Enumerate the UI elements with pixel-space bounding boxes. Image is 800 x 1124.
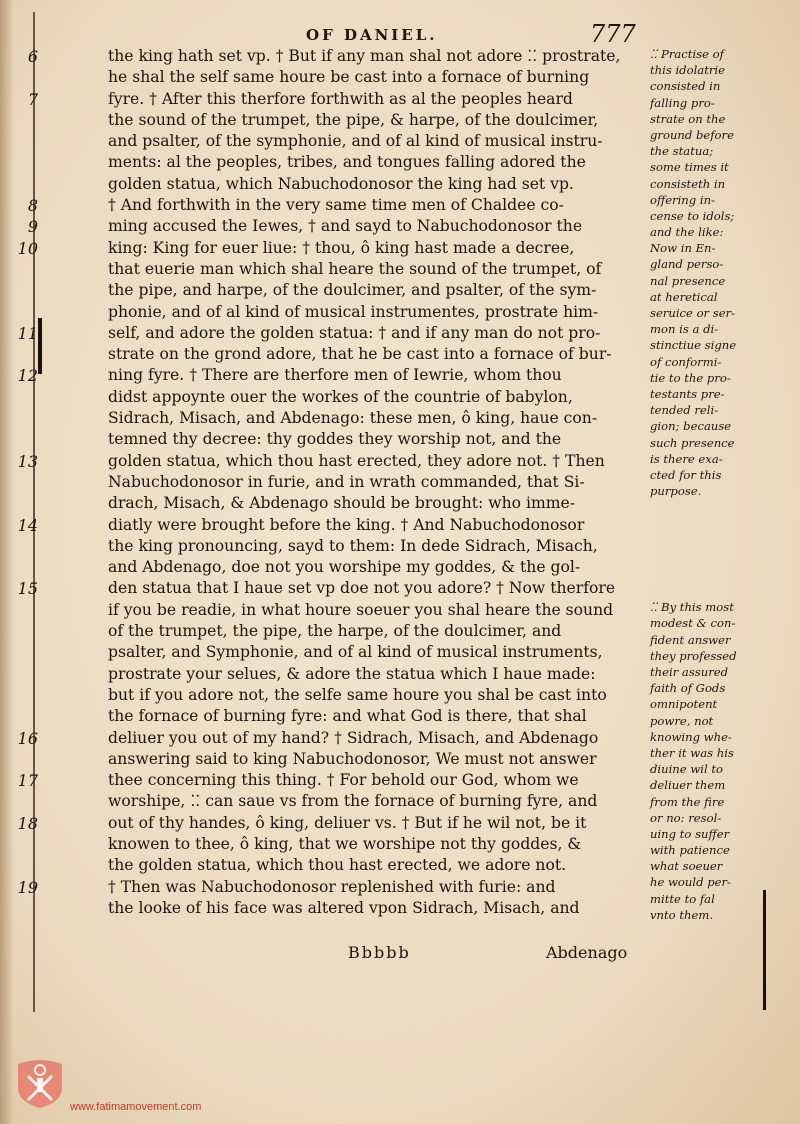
left-ink-mark bbox=[38, 318, 42, 374]
margin-note-line: this idolatrie bbox=[650, 63, 725, 78]
text-line bbox=[108, 600, 646, 621]
text-line bbox=[108, 642, 646, 663]
margin-note-line: cted for this bbox=[650, 467, 722, 482]
text-line bbox=[108, 344, 646, 365]
margin-note-line: nal presence bbox=[650, 273, 726, 288]
verse-number: 17 bbox=[17, 771, 38, 791]
margin-note-line: is there exa- bbox=[650, 451, 723, 466]
verse-text: of the trumpet, the pipe, the harpe, of the doulcimer, and bbox=[108, 622, 562, 641]
margin-note-line: omnipotent bbox=[650, 697, 718, 712]
text-line bbox=[108, 259, 646, 280]
verse-text: he shal the self same houre be cast into a fornace of burning bbox=[108, 68, 590, 87]
folio-number: 777 bbox=[590, 20, 636, 48]
verse-text: phonie, and of al kind of musical instrumentes, prostrate him- bbox=[108, 302, 599, 321]
verse-text: † Then was Nabuchodonosor replenished with furie: and bbox=[108, 877, 556, 896]
margin-note-line: strate on the bbox=[650, 111, 726, 126]
text-line bbox=[27, 195, 646, 216]
text-line bbox=[17, 770, 646, 791]
text-line bbox=[108, 664, 646, 685]
margin-note-line: offering in- bbox=[650, 192, 715, 207]
text-line bbox=[27, 216, 646, 237]
text-line bbox=[108, 898, 646, 919]
margin-note-line: such presence bbox=[650, 435, 735, 450]
text-line bbox=[108, 429, 646, 450]
text-line bbox=[108, 67, 646, 88]
margin-note-line: they professed bbox=[650, 648, 737, 663]
margin-note-line: stinctiue signe bbox=[650, 338, 737, 353]
verse-text: the pipe, and harpe, of the doulcimer, and psalter, of the sym- bbox=[108, 281, 597, 300]
verse-text: if you be readie, in what houre soeuer you shal heare the sound bbox=[108, 600, 614, 619]
verse-text: deliuer you out of my hand? † Sidrach, Misach, and Abdenago bbox=[108, 728, 599, 747]
margin-note-line: of conformi- bbox=[650, 354, 722, 369]
text-line bbox=[108, 408, 646, 429]
margin-note-line: and the like: bbox=[650, 225, 724, 240]
margin-note-line: at heretical bbox=[650, 289, 718, 304]
text-line bbox=[108, 621, 646, 642]
verse-number: 12 bbox=[17, 366, 38, 386]
verse-number: 10 bbox=[17, 238, 38, 258]
verse-text: and Abdenago, doe not you worshipe my goddes, & the gol- bbox=[108, 558, 581, 577]
verse-text: temned thy decree: thy goddes they worship not, and the bbox=[108, 430, 562, 449]
verse-text: psalter, and Symphonie, and of al kind of musical instruments, bbox=[108, 643, 603, 662]
text-line bbox=[17, 578, 646, 599]
verse-text: strate on the grond adore, that he be cast into a fornace of bur- bbox=[108, 345, 612, 364]
verse-text: ments: al the peoples, tribes, and tongues falling adored the bbox=[108, 153, 586, 172]
text-line bbox=[108, 387, 646, 408]
margin-note-line: ground before bbox=[650, 127, 734, 142]
margin-note-line: vnto them. bbox=[650, 907, 714, 922]
text-line bbox=[108, 834, 646, 855]
papal-keys-icon bbox=[12, 1054, 68, 1110]
text-line bbox=[17, 515, 646, 536]
verse-number: 15 bbox=[17, 579, 38, 599]
verse-text: king: King for euer liue: † thou, ô king hast made a decree, bbox=[108, 238, 575, 257]
text-line bbox=[17, 877, 646, 898]
text-line bbox=[108, 493, 646, 514]
catchword: Abdenago bbox=[546, 943, 628, 962]
verse-text: golden statua, which thou hast erected, they adore not. † Then bbox=[108, 451, 605, 470]
margin-note-line: powre, not bbox=[650, 713, 714, 728]
verse-text: worshipe, ⁚⁚ can saue vs from the fornace of burning fyre, and bbox=[108, 792, 598, 811]
text-line bbox=[108, 110, 646, 131]
text-line bbox=[108, 131, 646, 152]
text-line bbox=[17, 238, 646, 259]
margin-note-line: falling pro- bbox=[650, 95, 715, 110]
text-line bbox=[108, 706, 646, 727]
text-line bbox=[108, 855, 646, 876]
verse-text: the king pronouncing, sayd to them: In dede Sidrach, Misach, bbox=[108, 536, 598, 555]
margin-note-line: knowing whe- bbox=[650, 729, 732, 744]
verse-text: thee concerning this thing. † For behold our God, whom we bbox=[108, 771, 579, 790]
margin-note-line: seruice or ser- bbox=[650, 306, 736, 320]
margin-note-line: mon is a di- bbox=[650, 322, 719, 337]
verse-number: 9 bbox=[27, 217, 38, 237]
margin-note-line: some times it bbox=[650, 160, 729, 175]
text-line bbox=[108, 685, 646, 706]
verse-number: 6 bbox=[27, 47, 38, 66]
margin-note-line: ther it was his bbox=[650, 745, 734, 760]
verse-text: the looke of his face was altered vpon Sidrach, Misach, and bbox=[108, 898, 580, 917]
verse-number: 11 bbox=[17, 323, 38, 343]
verse-text: the fornace of burning fyre: and what God is there, that shal bbox=[108, 707, 587, 726]
running-title: OF DANIEL. bbox=[306, 26, 438, 44]
text-line bbox=[17, 728, 646, 749]
text-line bbox=[108, 749, 646, 770]
text-line bbox=[108, 536, 646, 557]
verse-text: knowen to thee, ô king, that we worshipe not thy goddes, & bbox=[108, 834, 582, 853]
text-line bbox=[17, 813, 646, 834]
verse-text: ming accused the Iewes, † and sayd to Nabuchodonosor the bbox=[108, 217, 583, 236]
verse-text: diatly were brought before the king. † And Nabuchodonosor bbox=[108, 515, 585, 534]
margin-note-line: their assured bbox=[650, 665, 729, 679]
text-line bbox=[108, 557, 646, 578]
marginal-notes bbox=[650, 46, 770, 923]
margin-note-line: purpose. bbox=[650, 484, 702, 499]
text-line bbox=[17, 365, 646, 386]
running-head bbox=[0, 18, 800, 48]
verse-text: the golden statua, which thou hast erected, we adore not. bbox=[108, 856, 567, 875]
text-line bbox=[17, 323, 646, 344]
verse-number: 14 bbox=[17, 515, 38, 535]
margin-note-line: testants pre- bbox=[650, 386, 725, 401]
margin-note-line: deliuer them bbox=[650, 778, 726, 793]
verse-text: fyre. † After this therfore forthwith as al the peoples heard bbox=[108, 89, 573, 108]
left-margin-rule bbox=[33, 12, 35, 1012]
margin-note-line: what soeuer bbox=[650, 859, 723, 874]
text-line bbox=[27, 46, 646, 67]
margin-note-line: modest & con- bbox=[650, 616, 736, 631]
margin-note-line: from the fire bbox=[650, 794, 725, 809]
verse-text: drach, Misach, & Abdenago should be brought: who imme- bbox=[108, 494, 576, 513]
text-line bbox=[17, 451, 646, 472]
verse-text: prostrate your selues, & adore the statua which I haue made: bbox=[108, 664, 596, 683]
margin-note-line: consisted in bbox=[650, 79, 721, 94]
verse-text: answering said to king Nabuchodonosor, We must not answer bbox=[108, 749, 597, 768]
verse-number: 18 bbox=[17, 813, 38, 833]
verse-text: the sound of the trumpet, the pipe, & harpe, of the doulcimer, bbox=[108, 110, 599, 129]
margin-note-line: he would per- bbox=[650, 875, 731, 890]
margin-note-line: gland perso- bbox=[650, 257, 724, 272]
margin-note-line: tie to the pro- bbox=[650, 370, 731, 385]
verse-text: out of thy handes, ô king, deliuer vs. † But if he wil not, be it bbox=[108, 813, 587, 832]
watermark-url[interactable]: www.fatimamovement.com bbox=[70, 1101, 202, 1113]
text-line bbox=[108, 302, 646, 323]
verse-number: 8 bbox=[27, 196, 38, 216]
verse-number: 13 bbox=[17, 451, 38, 471]
verse-text: Sidrach, Misach, and Abdenago: these men, ô king, haue con- bbox=[108, 409, 598, 428]
margin-note-line: gion; because bbox=[650, 419, 732, 434]
margin-note-line: fident answer bbox=[650, 632, 731, 647]
margin-note-line: the statua; bbox=[650, 144, 714, 159]
verse-text: didst appoynte ouer the workes of the countrie of babylon, bbox=[108, 387, 573, 406]
margin-note-line: mitte to fal bbox=[650, 891, 715, 906]
margin-note-line: cense to idols; bbox=[650, 208, 735, 223]
verse-text: golden statua, which Nabuchodonosor the king had set vp. bbox=[108, 174, 574, 193]
margin-note-idolatrie bbox=[650, 46, 770, 499]
verse-text: that euerie man which shal heare the sound of the trumpet, of bbox=[108, 259, 602, 278]
margin-note-line: with patience bbox=[650, 843, 730, 858]
text-line bbox=[108, 152, 646, 173]
margin-note-answer bbox=[650, 599, 770, 923]
text-line bbox=[27, 89, 646, 110]
margin-note-line: tended reli- bbox=[650, 403, 719, 418]
margin-note-line: ⁚⁚ Practise of bbox=[650, 47, 724, 61]
text-line bbox=[108, 280, 646, 301]
margin-note-line: diuine wil to bbox=[650, 762, 723, 777]
text-line bbox=[108, 174, 646, 195]
page-footer bbox=[0, 943, 800, 967]
verse-text: and psalter, of the symphonie, and of al kind of musical instru- bbox=[108, 132, 603, 151]
verse-text: Nabuchodonosor in furie, and in wrath commanded, that Si- bbox=[108, 472, 585, 491]
verse-text: ning fyre. † There are therfore men of Iewrie, whom thou bbox=[108, 366, 562, 385]
margin-note-line: uing to suffer bbox=[650, 826, 730, 841]
verse-text: self, and adore the golden statua: † and if any man do not pro- bbox=[108, 323, 601, 342]
verse-number: 19 bbox=[17, 877, 38, 897]
text-line bbox=[108, 472, 646, 493]
margin-note-line: consisteth in bbox=[650, 176, 726, 191]
text-line bbox=[108, 791, 646, 812]
signature-mark: Bbbbb bbox=[348, 943, 411, 962]
margin-note-line: or no: resol- bbox=[650, 810, 722, 825]
margin-note-line: ⁚⁚ By this most bbox=[650, 600, 734, 615]
margin-note-line: faith of Gods bbox=[650, 681, 726, 696]
verse-text: the king hath set vp. † But if any man shal not adore ⁚⁚ prostrate, bbox=[108, 47, 621, 65]
verse-number: 16 bbox=[17, 728, 38, 748]
verse-text: † And forthwith in the very same time men of Chaldee co- bbox=[108, 196, 564, 215]
verse-text: but if you adore not, the selfe same houre you shal be cast into bbox=[108, 685, 607, 704]
main-text-column bbox=[17, 46, 646, 919]
verse-number: 7 bbox=[27, 89, 38, 109]
margin-note-line: Now in En- bbox=[650, 241, 716, 256]
verse-text: den statua that I haue set vp doe not you adore? † Now therfore bbox=[108, 579, 616, 598]
